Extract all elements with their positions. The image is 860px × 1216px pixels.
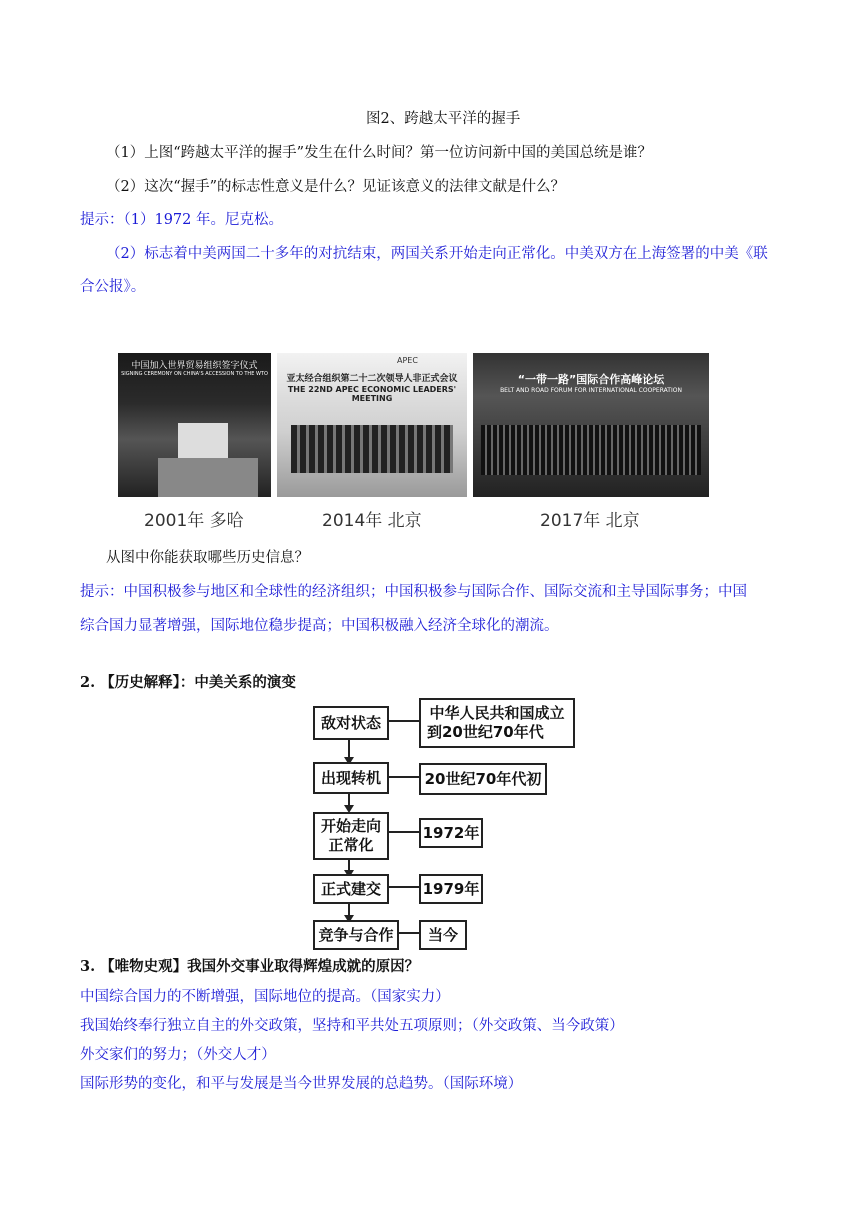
photo-caption-2014: 2014年 北京 (322, 511, 422, 531)
photo-belt-road-forum (473, 353, 709, 497)
stage-competition-cooperation: 竞争与合作 (313, 920, 399, 950)
photo-apec-meeting (277, 353, 467, 497)
stage-hostile: 敌对状态 (313, 706, 389, 740)
period-line-2: 到20世纪70年代 (427, 723, 544, 741)
people-figure (178, 423, 228, 463)
hint-3-line-1: 提示：中国积极参与地区和全球性的经济组织；中国积极参与国际合作、国际交流和主导国际事务；中国 (80, 584, 747, 600)
stage-turning-point: 出现转机 (313, 762, 389, 794)
section-2-heading: 2. 【历史解释】：中美关系的演变 (80, 674, 296, 691)
flow-link (387, 720, 419, 722)
period-line-1: 中华人民共和国成立 (429, 704, 565, 722)
period-1972: 1972年 (419, 818, 483, 848)
hint-2-line-1: （2）标志着中美两国二十多年的对抗结束，两国关系开始走向正常化。中美双方在上海签署的中美《联 (106, 246, 768, 262)
stage-normalization-line-1: 开始走向 (320, 817, 381, 835)
photo-subtitle: THE 22ND APEC ECONOMIC LEADERS' MEETING (287, 385, 457, 403)
period-present: 当今 (419, 920, 467, 950)
stage-normalization (313, 812, 389, 860)
photo-subtitle: SIGNING CEREMONY ON CHINA'S ACCESSION TO THE WTO (121, 371, 268, 377)
stage-diplomatic-ties: 正式建交 (313, 874, 389, 904)
flow-link (387, 886, 419, 888)
flow-link (387, 831, 419, 833)
period-1979: 1979年 (419, 874, 483, 904)
hint-1: 提示：（1）1972 年。尼克松。 (80, 212, 283, 228)
photo-title: “一带一路”国际合作高峰论坛 (517, 373, 665, 386)
period-early-1970s: 20世纪70年代初 (419, 763, 547, 795)
figure-caption: 图2、跨越太平洋的握手 (366, 111, 521, 127)
photo-title: 中国加入世界贸易组织签字仪式 (131, 361, 258, 371)
reason-4: 国际形势的变化，和平与发展是当今世界发展的总趋势。（国际环境） (80, 1076, 523, 1092)
reason-3: 外交家们的努力；（外交人才） (80, 1047, 276, 1063)
photo-subtitle: BELT AND ROAD FORUM FOR INTERNATIONAL COOPERATION (500, 387, 682, 394)
flow-link (387, 776, 419, 778)
photo-caption-2001: 2001年 多哈 (144, 511, 244, 531)
photo-wto-signing (118, 353, 271, 497)
leaders-group (291, 425, 453, 473)
signing-table (158, 458, 258, 497)
photo-title: 亚太经合组织第二十二次领导人非正式会议 (286, 374, 458, 384)
hint-3-line-2: 综合国力显著增强，国际地位稳步提高；中国积极融入经济全球化的潮流。 (80, 618, 559, 634)
photo-caption-2017: 2017年 北京 (540, 511, 640, 531)
question-2: （2）这次“握手”的标志性意义是什么？见证该意义的法律文献是什么？ (106, 179, 566, 195)
apec-logo: APEC (397, 356, 418, 365)
delegates-group (481, 425, 701, 475)
reason-1: 中国综合国力的不断增强，国际地位的提高。（国家实力） (80, 989, 450, 1005)
section-3-heading: 3. 【唯物史观】我国外交事业取得辉煌成就的原因？ (80, 958, 420, 975)
question-3: 从图中你能获取哪些历史信息？ (106, 550, 309, 566)
flow-link (397, 932, 419, 934)
stage-normalization-line-2: 正常化 (328, 836, 374, 854)
hint-2-line-2: 合公报》。 (80, 279, 146, 295)
period-1949-1970s (419, 698, 575, 748)
question-1: （1）上图“跨越太平洋的握手”发生在什么时间？第一位访问新中国的美国总统是谁？ (106, 145, 653, 161)
reason-2: 我国始终奉行独立自主的外交政策，坚持和平共处五项原则；（外交政策、当今政策） (80, 1018, 624, 1034)
